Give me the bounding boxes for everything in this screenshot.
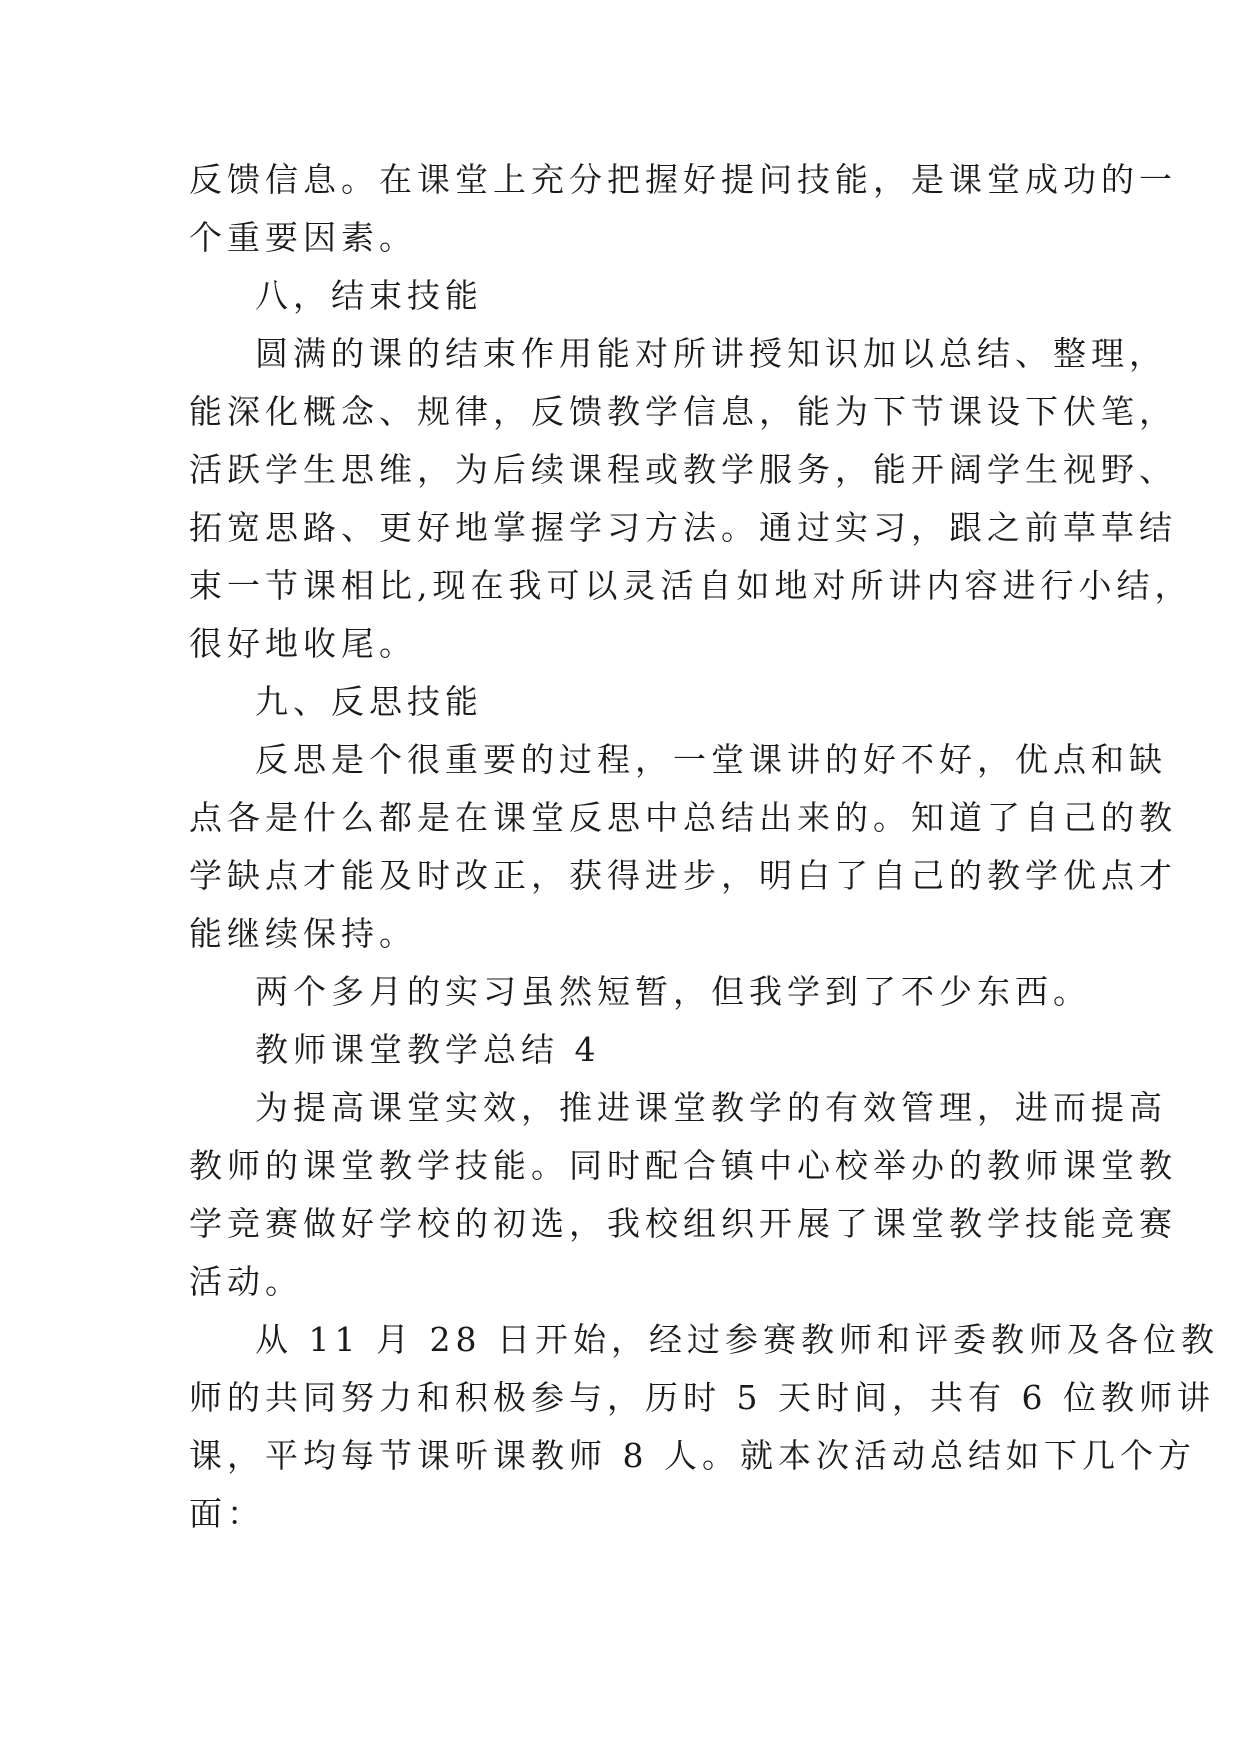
text-line: 反馈信息。在课堂上充分把握好提问技能，是课堂成功的一 [189,160,1177,199]
text-line: 从 11 月 28 日开始，经过参赛教师和评委教师及各位教 [255,1320,1219,1359]
text-line: 为提高课堂实效，推进课堂教学的有效管理，进而提高 [255,1088,1167,1127]
text-line: 学竞赛做好学校的初选，我校组织开展了课堂教学技能竞赛 [189,1204,1177,1243]
section-heading: 九、反思技能 [255,682,483,721]
text-line: 束一节课相比,现在我可以灵活自如地对所讲内容进行小结， [189,566,1193,605]
text-line: 面： [189,1494,265,1533]
text-line: 圆满的课的结束作用能对所讲授知识加以总结、整理， [255,334,1167,373]
text-line: 点各是什么都是在课堂反思中总结出来的。知道了自己的教 [189,798,1177,837]
text-line: 能继续保持。 [189,914,417,953]
text-line: 个重要因素。 [189,218,417,257]
text-line: 很好地收尾。 [189,624,417,663]
text-line: 两个多月的实习虽然短暂，但我学到了不少东西。 [255,972,1091,1011]
text-line: 教师的课堂教学技能。同时配合镇中心校举办的教师课堂教 [189,1146,1177,1185]
text-line: 课，平均每节课听课教师 8 人。就本次活动总结如下几个方 [189,1436,1196,1475]
text-line: 学缺点才能及时改正，获得进步，明白了自己的教学优点才 [189,856,1177,895]
text-line: 师的共同努力和积极参与，历时 5 天时间，共有 6 位教师讲 [189,1378,1215,1417]
text-line: 拓宽思路、更好地掌握学习方法。通过实习，跟之前草草结 [189,508,1177,547]
section-title: 教师课堂教学总结 4 [255,1030,601,1069]
text-line: 能深化概念、规律，反馈教学信息，能为下节课设下伏笔， [189,392,1177,431]
text-line: 活动。 [189,1262,303,1301]
text-line: 反思是个很重要的过程，一堂课讲的好不好，优点和缺 [255,740,1167,779]
text-line: 活跃学生思维，为后续课程或教学服务，能开阔学生视野、 [189,450,1177,489]
section-heading: 八，结束技能 [255,276,483,315]
